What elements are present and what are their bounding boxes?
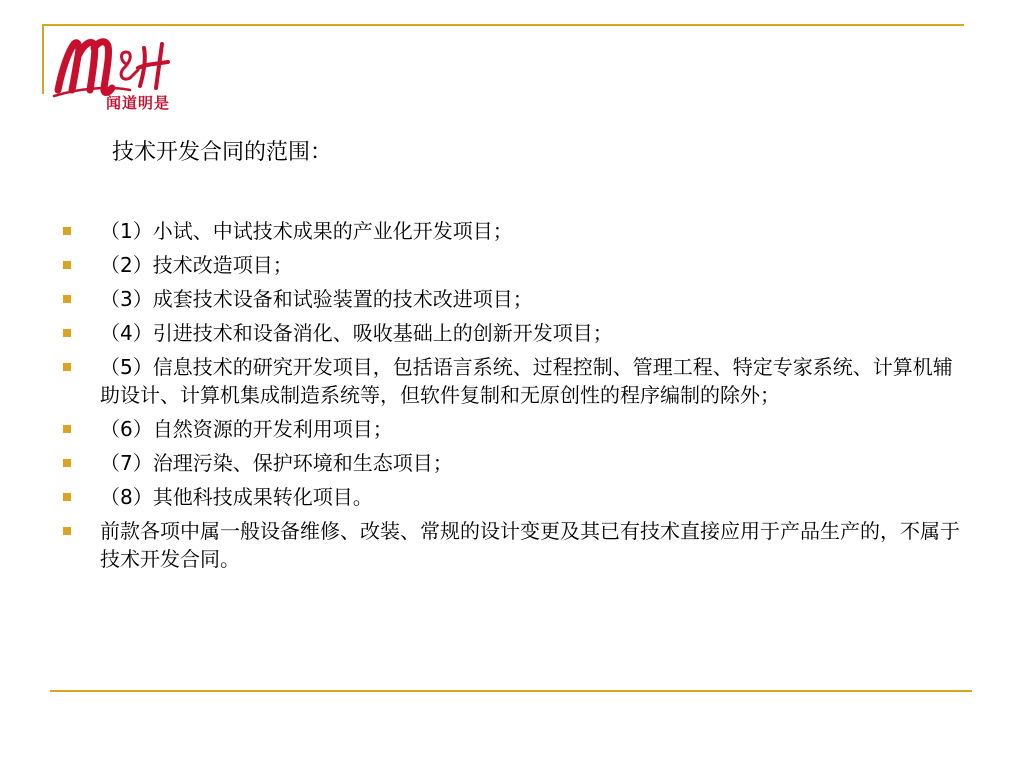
list-item-text: （1）小试、中试技术成果的产业化开发项目； <box>100 219 513 243</box>
square-bullet-icon <box>63 295 71 303</box>
square-bullet-icon <box>63 227 71 235</box>
square-bullet-icon <box>63 527 71 535</box>
square-bullet-icon <box>63 363 71 371</box>
list-item <box>0 514 1024 576</box>
left-rule <box>42 24 44 94</box>
square-bullet-icon <box>63 493 71 501</box>
list-item-text: （6）自然资源的开发利用项目； <box>100 417 393 441</box>
list-item <box>0 412 1024 446</box>
list-item <box>0 214 1024 248</box>
list-item-text: （7）治理污染、保护环境和生态项目； <box>100 451 453 475</box>
logo-caption: 闻道明是 <box>106 94 171 112</box>
square-bullet-icon <box>63 261 71 269</box>
top-rule <box>42 24 964 26</box>
list-item <box>0 446 1024 480</box>
list-item-text: （2）技术改造项目； <box>100 253 293 277</box>
list-item-text: （3）成套技术设备和试验装置的技术改进项目； <box>100 287 533 311</box>
bottom-rule <box>50 690 972 692</box>
list-item <box>0 350 1024 412</box>
list-item-text: 前款各项中属一般设备维修、改装、常规的设计变更及其已有技术直接应用于产品生产的，不属于技术开发合同。 <box>100 519 960 571</box>
list-item-text: （8）其他科技成果转化项目。 <box>100 485 373 509</box>
list-item <box>0 282 1024 316</box>
list-item <box>0 316 1024 350</box>
list-item <box>0 480 1024 514</box>
square-bullet-icon <box>63 329 71 337</box>
bullet-list <box>0 214 1024 576</box>
list-item-text: （5）信息技术的研究开发项目，包括语言系统、过程控制、管理工程、特定专家系统、计算机辅助设计、计算机集成制造系统等，但软件复制和无原创性的程序编制的除外； <box>100 355 953 407</box>
list-item-text: （4）引进技术和设备消化、吸收基础上的创新开发项目； <box>100 321 613 345</box>
square-bullet-icon <box>63 425 71 433</box>
page-title: 技术开发合同的范围： <box>112 140 333 165</box>
list-item <box>0 248 1024 282</box>
square-bullet-icon <box>63 459 71 467</box>
